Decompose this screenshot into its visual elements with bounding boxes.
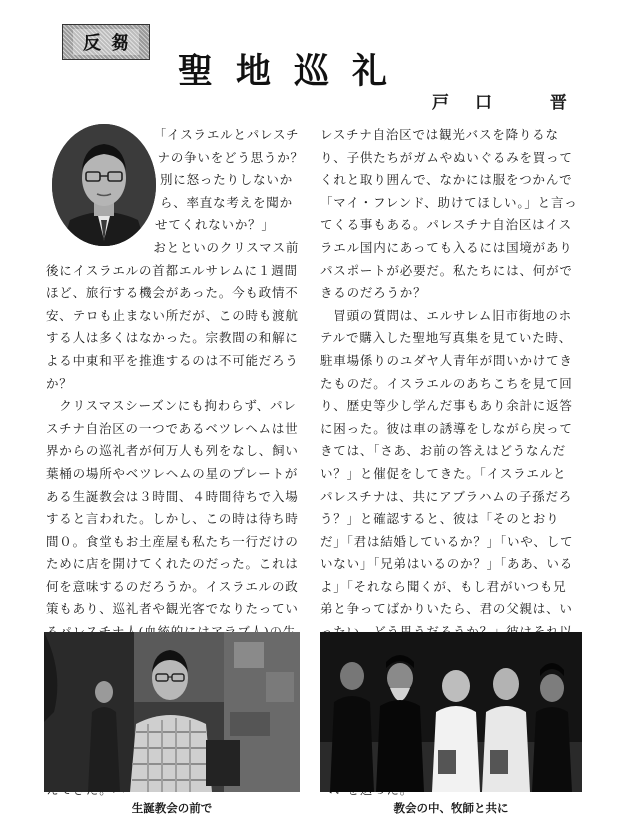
photo-inside-church (320, 632, 582, 792)
paragraph: レスチナ自治区では観光バスを降りるなり、子供たちがガムやぬいぐるみを買ってくれと取り囲んで、なかには服をつかんで「マイ・フレンド、助けてほしい。」と言ってくる事もある。パレスチナ自治区はイスラエル国内にあっても入るには国境がありパスポートが必要だ。私たちには、何ができるのだろうか？ (320, 127, 578, 301)
photo-image (320, 632, 582, 792)
paragraph: おとといのクリスマス前後にイスラエルの首都エルサレムに１週間ほど、旅行する機会があった。今も政情不安、テロも止まない所だが、この時も渡航する人は多くはなかった。宗教間の和解による中東和平を推進するのは不可能だろうか？ (46, 239, 300, 391)
author-name: 戸口 晋 (432, 93, 593, 113)
photo-image (44, 632, 300, 792)
paragraph: 「イスラエルとパレスチナの争いをどう思うか？別に怒ったりしないから、率直な考えを聞かせてくれないか？」 (146, 127, 304, 233)
photo-caption-right: 教会の中、牧師と共に (393, 801, 509, 815)
photo-church-of-nativity (44, 632, 300, 792)
category-label (62, 24, 150, 60)
category-label-text: 反芻 (73, 29, 139, 55)
paragraph: クリスマスシーズンにも拘わらず、パレスチナ自治区の一つであるベツレヘムは世界からの巡礼者が何万人も列をなし、飼い葉桶の場所やベツレヘムの星のプレートがある生誕教会は３時間、４時間待ちで入場すると言われた。しかし、この時は待ち時間０。食堂もお土産屋も私たち一行だけのために店を開けてくれたのだった。これは何を意味するのだろうか。イスラエルの政策もあり、巡礼者や観光客でなりたってい (46, 398, 299, 617)
article-title: 聖地巡礼 (178, 52, 411, 92)
paragraph: 冒頭の質問は、エルサレム旧市街地のホテルで購入した聖地写真集を見ていた時、駐車場係りのユダヤ人青年が問いかけてきたものだ。イスラエルのあちこちを見て回り、歴史等少し学んだ事もあり余計に返答に困った。彼は車の誘導をしながら戻ってきては、「さあ、お前の答えはどうなんだい？」と催促をしてきた。「イスラエルとパレスチナは、共にアブラハムの子孫だろう？」と確認すると、彼は「そのとおりだ」「君は結婚しているか？」「いや、していない」「兄弟はいるのか？」「ああ、いるよ」「それなら聞くが、もし君がいつも兄弟と争ってばかりいたら、君の父親は、い (320, 307, 574, 617)
photo-caption-left: 生誕教会の前で (131, 801, 213, 815)
